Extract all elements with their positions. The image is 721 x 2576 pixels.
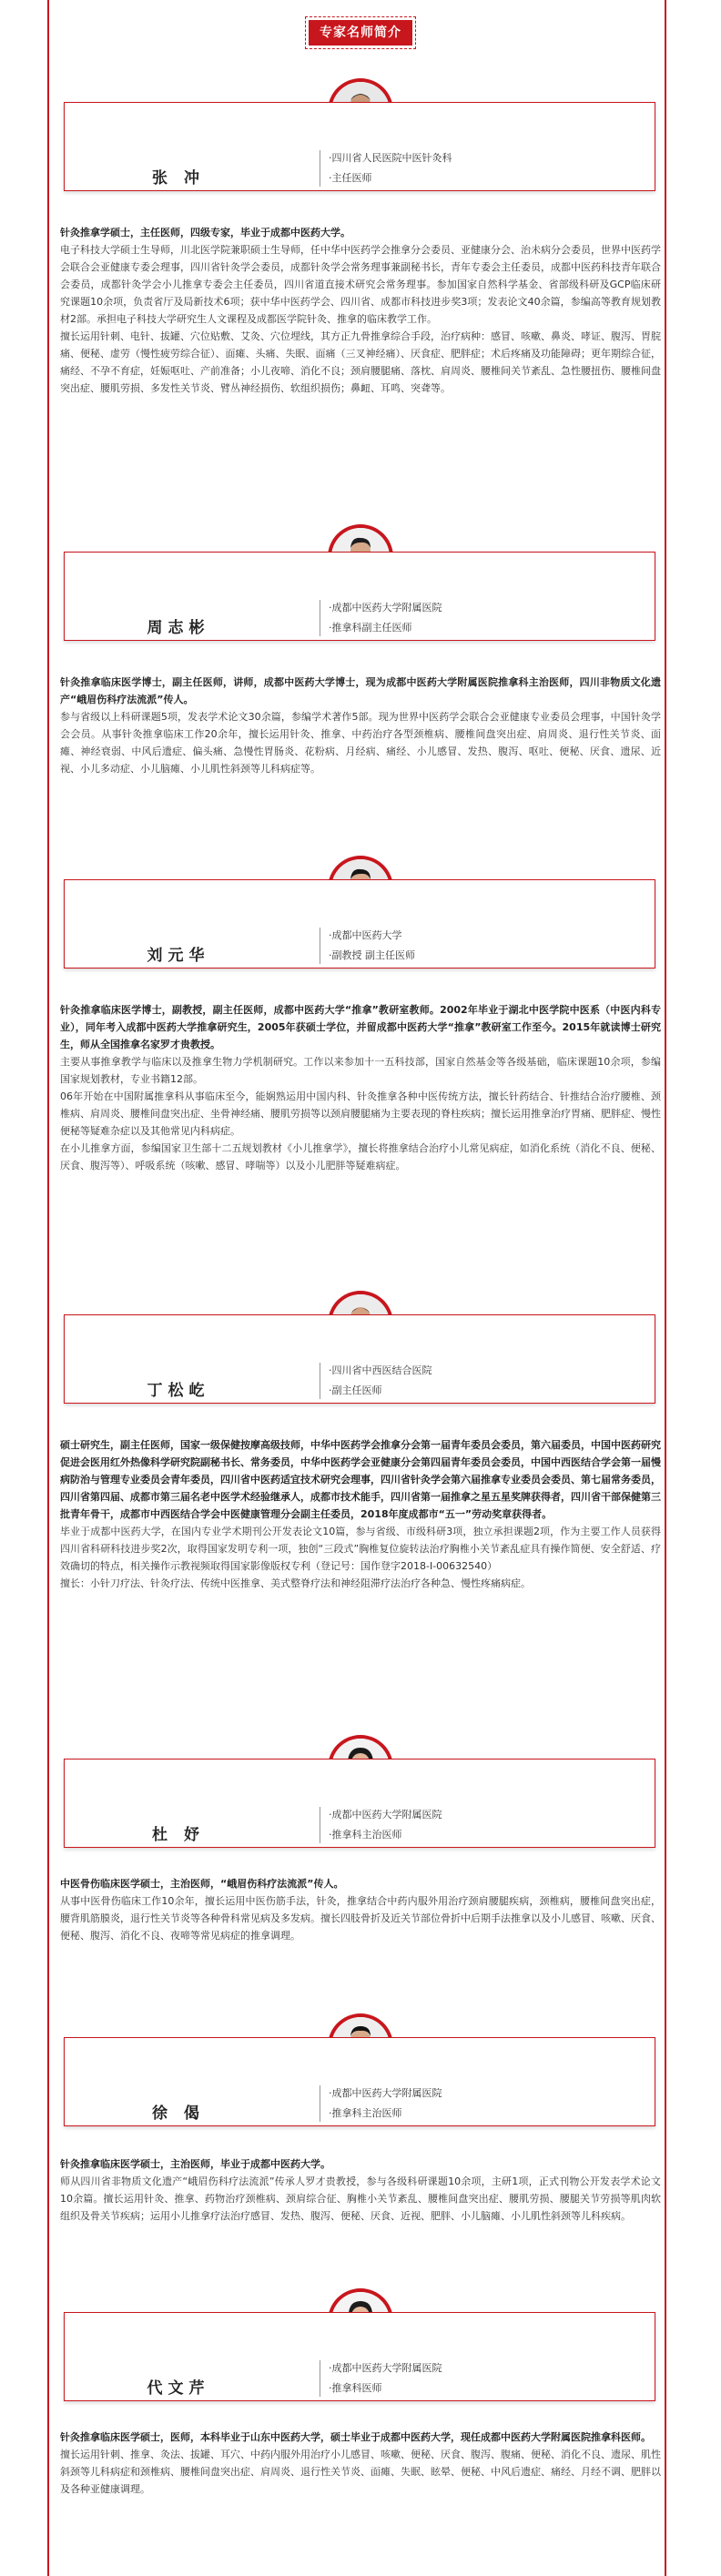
doctor-card (64, 1759, 655, 1848)
bio-paragraph: 在小儿推拿方面，参编国家卫生部十二五规划教材《小儿推拿学》，擅长将推拿结合治疗小儿常见病症，如消化系统（消化不良、便秘、厌食、腹泻等）、呼吸系统（咳嗽、感冒、哮喘等）以及小儿肥胖等疑难病症。 (60, 1142, 661, 1171)
doctor-bio (60, 2155, 661, 2225)
doctor-name: 刘元华 (147, 947, 210, 965)
doctor-card (64, 2037, 655, 2126)
bio-paragraph: 06年开始在中国附属推拿科从事临床至今，能娴熟运用中国内科、针灸推拿各种中医传统方法，擅长针药结合、针推结合治疗腰椎、颈椎病、肩周炎、腰椎间盘突出症、坐骨神经痛、腰肌劳损等以颈肩腰腿痛为主要表现的脊柱疾病；擅长运用推拿治疗胃痛、肥胖症、慢性便秘等疑难杂症以及其他常见内科病症。 (60, 1090, 661, 1137)
doctor-hospital: ·成都中医药大学附属医院 (329, 2087, 442, 2099)
doctor-name: 丁松屹 (147, 1382, 210, 1400)
doctor-title: ·主任医师 (329, 172, 372, 184)
doctor-card (64, 2312, 655, 2401)
bio-lead: 硕士研究生，副主任医师，国家一级保健按摩高级技师，中华中医药学会推拿分会第一届青年委员会委员，第六届委员，中国中医药研究促进会医用红外热像科学研究院副秘书长、常务委员，中华中医药学会亚健康分会第四届青年委员会委员，中国中西医结合学会第一届慢病防治与管理专业委员会青年委员，四川省中医药适宜技术研究会理事，四川省针灸学会第六届推拿专业委员会委员、第七届常务委员，四川省第四届、成都市第三届名老中医学术经验继承人，成都市技术能手，四川省第一届推拿之星五星奖牌获得者，四川省干部保健第三批青年骨干，成都市中西医结合学会中医健康管理分会副主任委员，2018年度成都市“五一”劳动奖章获得者。 (60, 1439, 661, 1520)
doctor-card (64, 879, 655, 969)
doctor-name: 周志彬 (147, 619, 210, 637)
doctor-title: ·推拿科主治医师 (329, 2107, 402, 2119)
doctor-info (329, 926, 415, 966)
section-title: 专家名师简介 (309, 20, 412, 46)
doctor-name: 徐 偈 (152, 2104, 205, 2123)
doctor-card (64, 1314, 655, 1404)
doctor-name: 代文芹 (147, 2379, 210, 2398)
doctor-bio (60, 1875, 661, 1944)
doctor-bio (60, 2429, 661, 2498)
bio-paragraph: 师从四川省非物质文化遗产“峨眉伤科疗法流派”传承人罗才贵教授，参与各级科研课题10余项，主研1项，正式刊物公开发表学术论文10余篇。擅长运用针灸、推拿、药物治疗颈椎病、颈肩综合征、胸椎小关节紊乱、腰椎间盘突出症、腰肌劳损、腰腿关节劳损等肌肉软组织及骨关节疾病；运用小儿推拿疗法治疗感冒、发热、腹泻、便秘、厌食、近视、肥胖、小儿脑瘫、小儿肌性斜颈等儿科疾病。 (60, 2175, 661, 2222)
bio-lead: 针灸推拿学硕士，主任医师，四级专家，毕业于成都中医药大学。 (60, 227, 350, 238)
bio-lead: 针灸推拿临床医学博士，副教授，副主任医师，成都中医药大学“推拿”教研室教师。2002年毕业于湖北中医学院中医系（中医内科专业），同年考入成都中医药大学推拿研究生，2005年获硕士学位，并留成都中医药大学“推拿”教研室工作至今。2015年就读博士研究生，师从全国推拿名家罗才贵教授。 (60, 1004, 661, 1050)
doctor-bio (60, 674, 661, 777)
doctor-info (329, 1361, 432, 1401)
doctor-bio (60, 1436, 661, 1592)
bio-lead: 针灸推拿临床医学博士，副主任医师，讲师，成都中医药大学博士，现为成都中医药大学附属医院推拿科主治医师，四川非物质文化遗产“峨眉伤科疗法流派”传人。 (60, 676, 661, 705)
doctor-hospital: ·成都中医药大学附属医院 (329, 2362, 442, 2374)
doctor-hospital: ·成都中医药大学附属医院 (329, 1809, 442, 1820)
doctor-bio (60, 1001, 661, 1174)
doctor-bio (60, 224, 661, 397)
bio-paragraph: 主要从事推拿教学与临床以及推拿生物力学机制研究。工作以来参加十一五科技部，国家自然基金等各级基础，临床课题10余项，参编国家规划教材，专业书籍12部。 (60, 1056, 661, 1085)
bio-lead: 针灸推拿临床医学硕士，主治医师，毕业于成都中医药大学。 (60, 2158, 330, 2170)
bio-paragraph: 从事中医骨伤临床工作10余年，擅长运用中医伤筋手法，针灸，推拿结合中药内服外用治疗颈肩腰腿疾病，颈椎病，腰椎间盘突出症，腰背肌筋膜炎，退行性关节炎等各种骨科常见病及多发病。擅长四肢骨折及近关节部位骨折中后期手法推拿以及小儿感冒、咳嗽、厌食、便秘、腹泻、消化不良、夜啼等常见病症的推拿调理。 (60, 1895, 661, 1942)
doctor-card (64, 102, 655, 191)
bio-paragraph: 擅长运用针刺、推拿、灸法、拔罐、耳穴、中药内服外用治疗小儿感冒、咳嗽、便秘、厌食、腹泻、腹痛、便秘、消化不良、遗尿、肌性斜颈等儿科病症和颈椎病、腰椎间盘突出症、肩周炎、退行性关节炎、面瘫、失眠、眩晕、便秘、中风后遗症、痛经、月经不调、肥胖以及各种亚健康调理。 (60, 2449, 661, 2495)
doctor-info (329, 598, 442, 638)
doctor-name: 张 冲 (152, 169, 205, 188)
doctor-hospital: ·四川省人民医院中医针灸科 (329, 152, 452, 164)
doctor-hospital: ·四川省中西医结合医院 (329, 1364, 432, 1376)
bio-paragraph: 参与省级以上科研课题5项，发表学术论文30余篇，参编学术著作5部。现为世界中医药学会联合会亚健康专业委员会理事，中国针灸学会会员。从事针灸推拿临床工作20余年，擅长运用针灸、推拿、中药治疗各型颈椎病、腰椎间盘突出症、肩周炎、退行性关节炎、面瘫、神经衰弱、中风后遗症、偏头痛、急慢性胃肠炎、花粉病、月经病、痛经、小儿感冒、发热、腹泻、呕吐、便秘、厌食、遗尿、近视、小儿多动症、小儿脑瘫、小儿肌性斜颈等儿科病症等。 (60, 711, 661, 775)
bio-lead: 针灸推拿临床医学硕士，医师，本科毕业于山东中医药大学，硕士毕业于成都中医药大学，现任成都中医药大学附属医院推拿科医师。 (60, 2431, 651, 2443)
bio-paragraph: 擅长运用针刺、电针、拔罐、穴位贴敷、艾灸、穴位埋线，其方正九骨推拿综合手段，治疗病种：感冒、咳嗽、鼻炎、哮证、腹泻、胃脘痛、便秘、虚劳（慢性疲劳综合征）、面瘫、头痛、失眠、面痛（三叉神经痛）、厌食症、肥胖症；术后疼痛及功能障碍；更年期综合征，痛经、不孕不育症，妊娠呕吐、产前准备；小儿夜啼、消化不良；颈肩腰腿痛、落枕、肩周炎、腰椎间关节紊乱、急性腰扭伤、腰椎间盘突出症、腰肌劳损、多发性关节炎、臂丛神经损伤、软组织损伤；鼻衄、耳鸣、突聋等。 (60, 330, 661, 394)
section-header (305, 16, 416, 49)
doctor-info (329, 148, 452, 188)
doctor-info (329, 2084, 442, 2124)
doctor-info (329, 1805, 442, 1845)
doctor-card (64, 552, 655, 641)
bio-paragraph: 电子科技大学硕士生导师，川北医学院兼职硕士生导师，任中华中医药学会推拿分会委员、亚健康分会、治未病分会委员，世界中医药学会联合会亚健康专委会理事，四川省针灸学会委员，成都针灸学会常务理事兼副秘书长，青年专委会主任委员，成都中医药科技青年联合会委员，成都针灸学会小儿推拿专委会主任委员，四川省道直接术研究会常务理事。参加国家自然科学基金、省部级科研及GCP临床研究课题10余项，负责省厅及局新技术6项；获中华中医药学会、四川省、成都市科技进步奖3项；发表论文40余篇，参编高等教育规划教材2部。承担电子科技大学研究生人文课程及成都医学院针灸、推拿的临床教学工作。 (60, 244, 661, 325)
doctor-title: ·推拿科医师 (329, 2382, 382, 2394)
bio-paragraph: 毕业于成都中医药大学，在国内专业学术期刊公开发表论文10篇，参与省级、市级科研3项，独立承担课题2项，作为主要工作人员获得四川省科研科技进步奖2次，取得国家发明专利一项，独创“三段式”胸椎复位旋转法治疗胸椎小关节紊乱症具有操作简便、安全舒适、疗效确切的特点，相关操作示教视频取得国家影像版权专利（登记号：国作登字2018-I-00632540） (60, 1526, 661, 1572)
doctor-hospital: ·成都中医药大学附属医院 (329, 602, 442, 614)
doctor-title: ·副教授 副主任医师 (329, 949, 415, 961)
doctor-title: ·副主任医师 (329, 1384, 382, 1396)
doctor-info (329, 2358, 442, 2399)
doctor-title: ·推拿科副主任医师 (329, 622, 412, 634)
doctor-title: ·推拿科主治医师 (329, 1829, 402, 1841)
bio-lead: 中医骨伤临床医学硕士，主治医师，“峨眉伤科疗法流派”传人。 (60, 1878, 344, 1890)
bio-paragraph: 擅长：小针刀疗法、针灸疗法、传统中医推拿、美式整脊疗法和神经阻滞疗法治疗各种急、慢性疼痛病症。 (60, 1577, 531, 1589)
doctor-hospital: ·成都中医药大学 (329, 929, 402, 941)
doctor-name: 杜 妤 (152, 1826, 205, 1844)
